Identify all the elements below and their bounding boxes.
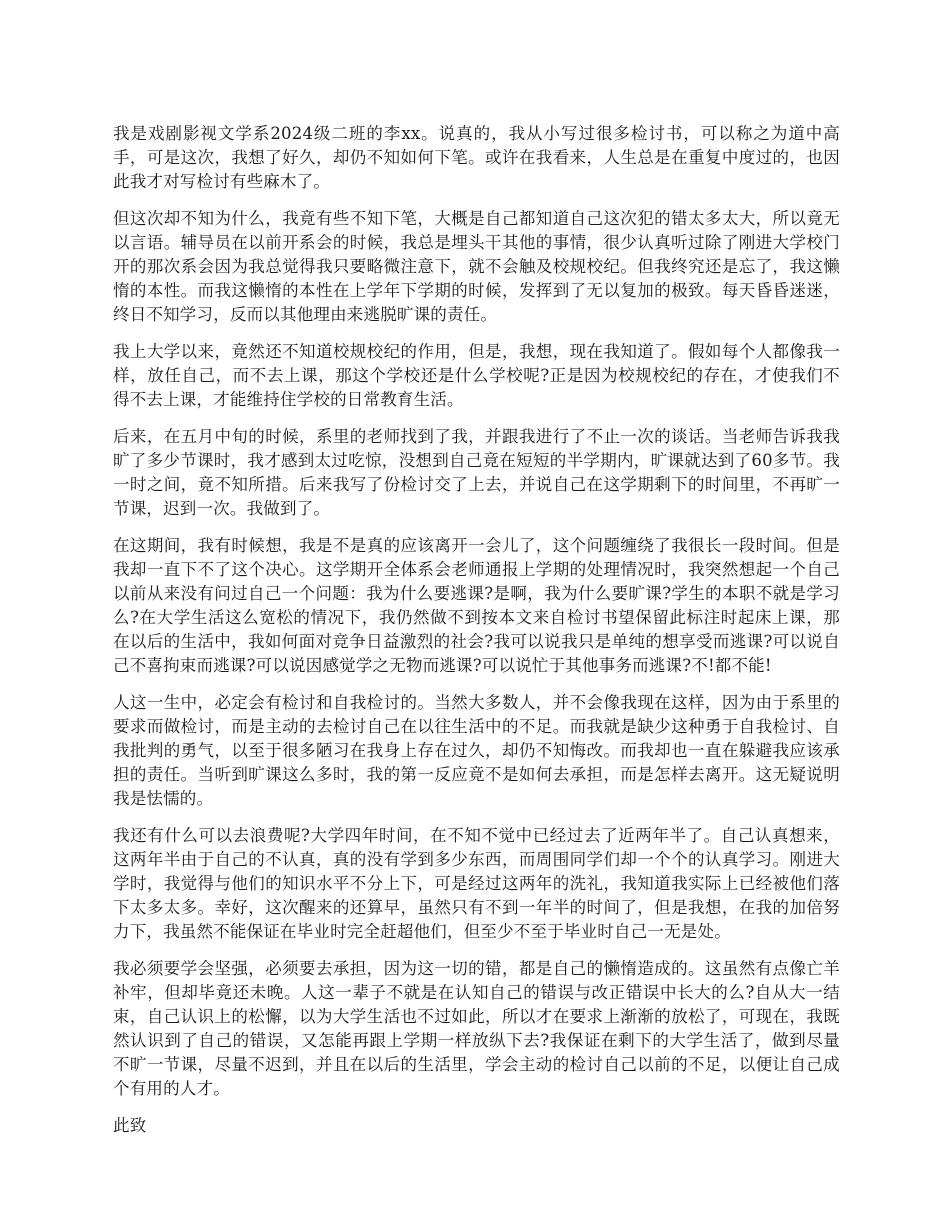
paragraph-6: 人这一生中，必定会有检讨和自我检讨的。当然大多数人，并不会像我现在这样，因为由于系里的要求而做检讨，而是主动的去检讨自己在以往生活中的不足。而我就是缺少这种勇于自我检讨、自我批判的勇气，以至于很多陋习在我身上存在过久，却仍不知悔改。而我却也一直在躲避我应该承担的责任。当听到旷课这么多时，我的第一反应竟不是如何去承担，而是怎样去离开。这无疑说明我是怯懦的。 — [113, 693, 840, 808]
paragraph-7: 我还有什么可以去浪费呢?大学四年时间，在不知不觉中已经过去了近两年半了。自己认真想来，这两年半由于自己的不认真，真的没有学到多少东西，而周围同学们却一个个的认真学习。刚进大学时，我觉得与他们的知识水平不分上下，可是经过这两年的洗礼，我知道我实际上已经被他们落下太多太多。幸好，这次醒来的还算早，虽然只有不到一年半的时间了，但是我想，在我的加倍努力下，我虽然不能保证在毕业时完全赶超他们，但至少不至于毕业时自己一无是处。 — [113, 826, 840, 941]
closing-salutation: 此致 — [113, 1116, 147, 1135]
paragraph-1: 我是戏剧影视文学系2024级二班的李xx。说真的，我从小写过很多检讨书，可以称之为道中高手，可是这次，我想了好久，却仍不知如何下笔。或许在我看来，人生总是在重复中度过的，也因此我才对写检讨有些麻木了。 — [113, 124, 840, 191]
document-body — [113, 122, 840, 1138]
paragraph-5: 在这期间，我有时候想，我是不是真的应该离开一会儿了，这个问题缠绕了我很长一段时间。但是我却一直下不了这个决心。这学期开全体系会老师通报上学期的处理情况时，我突然想起一个自己以前从来没有问过自己一个问题：我为什么要逃课?是啊，我为什么要旷课?学生的本职不就是学习么?在大学生活这么宽松的情况下，我仍然做不到按本文来自检讨书望保留此标注时起床上课，那在以后的生活中，我如何面对竞争日益激烈的社会?我可以说我只是单纯的想享受而逃课?可以说自己不喜拘束而逃课?可以说因感觉学之无物而逃课?可以说忙于其他事务而逃课?不!都不能! — [113, 536, 840, 675]
paragraph-3: 我上大学以来，竟然还不知道校规校纪的作用，但是，我想，现在我知道了。假如每个人都像我一样，放任自己，而不去上课，那这个学校还是什么学校呢?正是因为校规校纪的存在，才使我们不得不去上课，才能维持住学校的日常教育生活。 — [113, 342, 840, 409]
paragraph-4: 后来，在五月中旬的时候，系里的老师找到了我，并跟我进行了不止一次的谈话。当老师告诉我我旷了多少节课时，我才感到太过吃惊，没想到自己竟在短短的半学期内，旷课就达到了60多节。我一时之间，竟不知所措。后来我写了份检讨交了上去，并说自己在这学期剩下的时间里，不再旷一节课，迟到一次。我做到了。 — [113, 427, 840, 518]
paragraph-8: 我必须要学会坚强，必须要去承担，因为这一切的错，都是自己的懒惰造成的。这虽然有点像亡羊补牢，但却毕竟还未晚。人这一辈子不就是在认知自己的错误与改正错误中长大的么?自从大一结束，自己认识上的松懈，以为大学生活也不过如此，所以才在要求上渐渐的放松了，可现在，我既然认识到了自己的错误，又怎能再跟上学期一样放纵下去?我保证在剩下的大学生活了，做到尽量不旷一节课，尽量不迟到，并且在以后的生活里，学会主动的检讨自己以前的不足，以便让自己成个有用的人才。 — [113, 959, 840, 1098]
paragraph-2: 但这次却不知为什么，我竟有些不知下笔，大概是自己都知道自己这次犯的错太多太大，所以竟无以言语。辅导员在以前开系会的时候，我总是埋头干其他的事情，很少认真听过除了刚进大学校门开的那次系会因为我总觉得我只要略微注意下，就不会触及校规校纪。但我终究还是忘了，我这懒惰的本性。而我这懒惰的本性在上学年下学期的时候，发挥到了无以复加的极致。每天昏昏迷迷，终日不知学习，反而以其他理由来逃脱旷课的责任。 — [113, 209, 840, 324]
